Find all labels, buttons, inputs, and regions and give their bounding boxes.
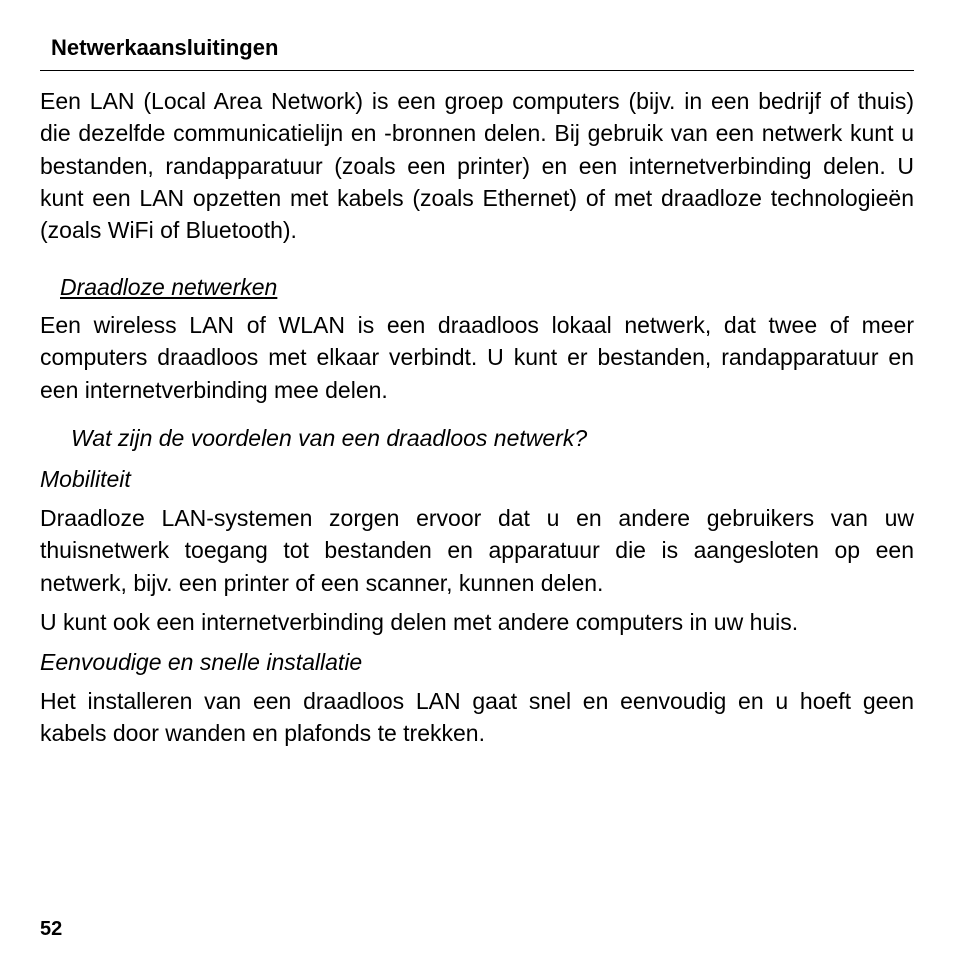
wireless-networks-paragraph: Een wireless LAN of WLAN is een draadloos lokaal netwerk, dat twee of meer computers draadloos met elkaar verbindt. U kunt er bestanden, randapparatuur en een internetverbinding mee delen.	[40, 312, 914, 403]
installation-heading: Eenvoudige en snelle installatie	[40, 649, 363, 675]
mobility-paragraph-1: Draadloze LAN-systemen zorgen ervoor dat u en andere gebruikers van uw thuisnetwerk toegang tot bestanden en apparatuur die is aangesloten op een netwerk, bijv. een printer of een scanner, kunnen delen.	[40, 505, 914, 596]
document-page	[40, 0, 914, 954]
section-title: Netwerkaansluitingen	[51, 35, 279, 60]
page-number: 52	[40, 918, 63, 940]
advantages-question: Wat zijn de voordelen van een draadloos netwerk?	[71, 425, 588, 451]
section-header	[40, 34, 914, 71]
wireless-networks-heading: Draadloze netwerken	[60, 274, 278, 300]
mobility-paragraph-2: U kunt ook een internetverbinding delen met andere computers in uw huis.	[40, 609, 799, 635]
installation-paragraph: Het installeren van een draadloos LAN gaat snel en eenvoudig en u hoeft geen kabels door wanden en plafonds te trekken.	[40, 688, 914, 747]
mobility-heading: Mobiliteit	[40, 466, 131, 492]
intro-paragraph: Een LAN (Local Area Network) is een groep computers (bijv. in een bedrijf of thuis) die dezelfde communicatielijn en -bronnen delen. Bij gebruik van een netwerk kunt u bestanden, randapparatuur (zoals een printer) en een internetverbinding delen. U kunt een LAN opzetten met kabels (zoals Ethernet) of met draadloze technologieën (zoals WiFi of Bluetooth).	[40, 88, 914, 244]
